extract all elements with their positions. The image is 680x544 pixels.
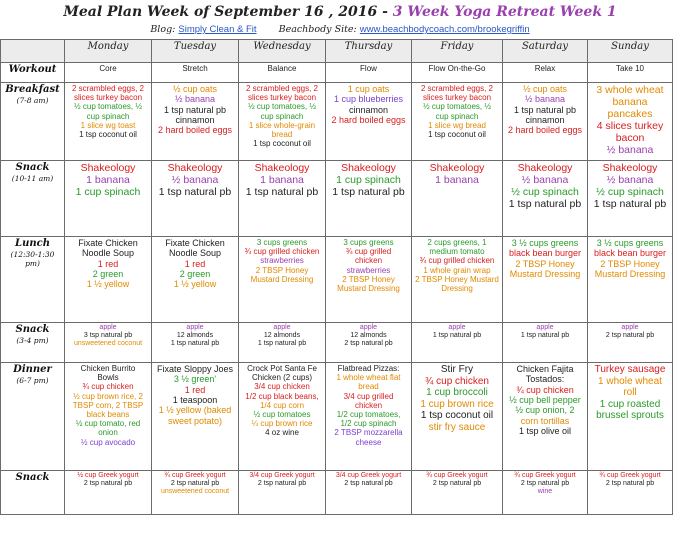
snack-cell: [412, 161, 503, 237]
food-item: ½ cup brown rice, 2: [73, 391, 143, 401]
food-item: 1 ½ yellow (baked: [158, 405, 232, 416]
food-item: 1 slice wg bread: [428, 120, 486, 130]
food-item: slices turkey bacon: [247, 93, 317, 103]
food-item: 1 slice wg toast: [80, 120, 136, 130]
day-saturday: Saturday: [503, 40, 588, 63]
dinner-cell: [152, 363, 239, 471]
food-item: cinnamon: [175, 115, 215, 126]
food-item: 2 TBSP mozzarella: [334, 428, 403, 438]
snack-cell: [152, 161, 239, 237]
food-item: 1 tsp natural pb: [520, 332, 570, 340]
food-item: black bean burger: [593, 248, 667, 259]
snack-cell: [588, 323, 673, 363]
food-item: Shakeology: [429, 162, 485, 174]
food-item: Balance: [267, 64, 297, 73]
row-snack-morning: [1, 161, 673, 237]
food-item: 2 green: [92, 269, 124, 280]
food-item: ½ cup tomatoes, ½: [73, 102, 143, 112]
blog-label: Blog:: [150, 24, 176, 35]
food-item: Core: [99, 64, 117, 73]
food-item: banana pancakes: [607, 96, 653, 121]
food-item: 2 TBSP Honey Mustard: [415, 274, 499, 284]
food-item: 2 tsp natural pb: [344, 480, 393, 488]
food-item: 1 banana: [260, 174, 304, 187]
workout-cell: [412, 63, 503, 83]
lunch-cell: [239, 237, 326, 323]
snack-cell: [503, 323, 588, 363]
food-item: 2 TBSP Honey: [515, 258, 575, 269]
food-item: cinnamon: [348, 104, 389, 115]
food-item: bread: [271, 129, 293, 139]
breakfast-cell: [152, 83, 239, 161]
food-item: 1 banana: [435, 174, 479, 187]
food-item: cup spinach: [86, 111, 130, 121]
food-item: ½ banana: [524, 94, 566, 105]
workout-cell: [503, 63, 588, 83]
dinner-cell: [588, 363, 673, 471]
food-item: Take 10: [615, 64, 645, 73]
dinner-cell: [503, 363, 588, 471]
food-item: 1/4 cup corn: [259, 400, 305, 410]
food-item: bacon: [615, 132, 645, 145]
workout-cell: [152, 63, 239, 83]
food-item: slices turkey bacon: [422, 93, 492, 103]
food-item: 2 hard boiled eggs: [157, 125, 233, 136]
food-item: 1 cup oats: [347, 84, 390, 94]
food-item: Flow On-the-Go: [428, 64, 486, 73]
food-item: unsweetened coconut: [160, 488, 230, 496]
lunch-cell: [503, 237, 588, 323]
food-item: ½ cup tomato, red: [75, 419, 141, 429]
food-item: 3/4 cup chicken: [254, 382, 310, 392]
food-item: 1 banana: [86, 174, 130, 187]
food-item: 2 scrambled eggs, 2: [71, 84, 145, 93]
food-item: 1 tsp olive oil: [518, 426, 572, 437]
food-item: 2 TBSP Honey: [342, 274, 395, 284]
row-label-lunch: Lunch (12:30-1:30 pm): [1, 237, 65, 323]
food-item: 3 ½ green': [173, 374, 217, 385]
day-wednesday: Wednesday: [239, 40, 326, 63]
food-item: 3 tsp natural pb: [83, 332, 133, 340]
food-item: 1 tsp natural pb: [245, 186, 319, 199]
lunch-cell: [152, 237, 239, 323]
food-item: bread: [358, 382, 379, 392]
day-tuesday: Tuesday: [152, 40, 239, 63]
day-sunday: Sunday: [588, 40, 673, 63]
breakfast-cell: [588, 83, 673, 161]
food-item: black bean burger: [508, 248, 582, 259]
food-item: 2 cups greens, 1: [427, 238, 487, 247]
food-item: 2 TBSP Honey: [600, 258, 660, 269]
food-item: 1 tsp natural pb: [593, 198, 667, 211]
food-item: Shakeology: [517, 162, 573, 174]
food-item: Mustard Dressing: [509, 269, 581, 280]
food-item: 1 cup spinach: [75, 186, 141, 199]
food-item: strawberries: [346, 265, 391, 275]
food-item: ¼ cup brown rice: [251, 419, 313, 429]
title-accent: 3 Week Yoga Retreat Week 1: [392, 4, 617, 20]
food-item: 2 tsp natural pb: [605, 332, 655, 340]
food-item: ¾ cup Greek yogurt: [164, 472, 226, 479]
food-item: ½ cup onion, 2: [515, 405, 575, 416]
row-breakfast: [1, 83, 673, 161]
food-item: 2 tsp natural pb: [257, 480, 307, 488]
food-item: 1 cup roasted: [599, 398, 661, 410]
food-item: cup spinach: [435, 111, 479, 121]
corner-cell: [1, 40, 65, 63]
food-item: ½ cup oats: [172, 84, 218, 94]
food-item: 2 scrambled eggs, 2: [420, 84, 494, 93]
food-item: ¾ cup Greek yogurt: [426, 472, 488, 479]
food-item: 1 tsp coconut oil: [428, 129, 486, 139]
snack-cell: [326, 161, 412, 237]
food-item: TBSP corn, 2 TBSP: [72, 400, 144, 410]
dinner-cell: [412, 363, 503, 471]
food-item: 1 red: [184, 384, 206, 395]
dinner-cell: [65, 363, 152, 471]
row-label-snack: Snack (3-4 pm): [1, 323, 65, 363]
food-item: Shakeology: [602, 162, 658, 174]
breakfast-cell: [412, 83, 503, 161]
food-item: Fixate Chicken: [78, 238, 138, 248]
food-item: Noodle Soup: [168, 248, 222, 259]
food-item: Shakeology: [341, 162, 396, 174]
day-monday: Monday: [65, 40, 152, 63]
row-dinner: [1, 363, 673, 471]
food-item: Chicken Burrito: [80, 364, 136, 373]
food-item: 1 tsp coconut oil: [253, 139, 311, 149]
workout-cell: [326, 63, 412, 83]
food-item: 1 red: [97, 258, 119, 269]
page-title: [0, 4, 680, 20]
breakfast-cell: [239, 83, 326, 161]
food-item: ¾ cup grilled chicken: [419, 256, 495, 266]
food-item: black beans: [86, 409, 130, 419]
food-item: Shakeology: [80, 162, 136, 174]
snack-cell: [65, 323, 152, 363]
lunch-cell: [326, 237, 412, 323]
food-item: ½ banana: [606, 174, 654, 187]
food-item: 1 ½ yellow: [86, 279, 130, 290]
food-item: 2 green: [179, 269, 211, 280]
food-item: 2 tsp natural pb: [432, 480, 482, 488]
food-item: 1/2 cup tomatoes,: [336, 409, 401, 419]
food-item: cup spinach: [260, 111, 304, 121]
row-snack-afternoon: [1, 323, 673, 363]
lunch-cell: [65, 237, 152, 323]
food-item: apple: [273, 324, 291, 331]
food-item: ¾ cup chicken: [516, 384, 574, 395]
workout-cell: [65, 63, 152, 83]
food-item: Flatbread Pizzas:: [337, 364, 400, 373]
breakfast-cell: [503, 83, 588, 161]
day-friday: Friday: [412, 40, 503, 63]
food-item: medium tomato: [429, 247, 485, 257]
food-item: 2 scrambled eggs, 2: [245, 84, 319, 93]
food-item: 1 tsp coconut oil: [79, 129, 137, 139]
food-item: onion: [98, 428, 118, 438]
food-item: Mustard Dressing: [250, 274, 314, 284]
food-item: Shakeology: [254, 162, 310, 174]
food-item: ½ cup tomatoes: [253, 409, 311, 419]
food-item: 1 whole grain wrap: [423, 265, 491, 275]
food-item: ¾ cup Greek yogurt: [514, 472, 576, 479]
food-item: ½ cup avocado: [80, 437, 136, 447]
food-item: Dressing: [441, 283, 473, 293]
snack-cell: [326, 471, 412, 515]
food-item: ½ cup tomatoes, ½: [422, 102, 492, 112]
food-item: chicken: [354, 400, 383, 410]
food-item: ½ cup Greek yogurt: [77, 472, 139, 479]
food-item: 1/2 cup black beans,: [245, 391, 319, 401]
food-item: stir fry sauce: [428, 421, 486, 433]
food-item: cheese: [355, 437, 382, 447]
food-item: 1 cup broccoli: [426, 387, 488, 398]
food-item: 1 cup spinach: [336, 174, 401, 187]
food-item: 4 slices turkey: [596, 120, 664, 133]
food-item: 1 tsp natural pb: [432, 332, 482, 340]
food-item: 2 TBSP Honey: [255, 265, 309, 275]
food-item: sweet potato): [167, 415, 223, 426]
food-item: ½ cup spinach: [596, 186, 664, 199]
food-item: Mustard Dressing: [337, 283, 400, 293]
food-item: ½ cup tomatoes, ½: [247, 102, 317, 112]
food-item: ½ cup oats: [522, 84, 568, 94]
food-item: Fixate Sloppy Joes: [156, 364, 234, 374]
row-label-dinner: Dinner (6-7 pm): [1, 363, 65, 471]
food-item: 2 tsp natural pb: [344, 340, 393, 348]
food-item: ½ banana: [171, 174, 219, 187]
food-item: 2 tsp natural pb: [170, 480, 220, 488]
snack-cell: [65, 161, 152, 237]
row-label-workout: Workout: [1, 63, 65, 83]
food-item: Tostados:: [525, 374, 565, 385]
food-item: ¾ cup grilled chicken: [244, 247, 320, 257]
dinner-cell: [239, 363, 326, 471]
food-item: 3 ½ cups greens: [596, 238, 664, 248]
food-item: corn tortillas: [520, 415, 570, 426]
food-item: 3 whole wheat: [596, 84, 664, 96]
food-item: 1 cup brown rice: [420, 398, 494, 410]
food-item: 1 tsp coconut oil: [420, 410, 494, 421]
food-item: 3 cups greens: [343, 238, 394, 247]
food-item: Flow: [360, 64, 377, 73]
food-item: Bowls: [97, 373, 119, 383]
snack-cell: [65, 471, 152, 515]
snack-cell: [412, 471, 503, 515]
food-item: 1 tsp natural pb: [508, 198, 582, 211]
food-item: ½ cup bell pepper: [509, 395, 581, 406]
dinner-cell: [326, 363, 412, 471]
snack-cell: [503, 471, 588, 515]
food-item: cinnamon: [525, 115, 565, 126]
food-item: apple: [99, 324, 117, 331]
food-item: Turkey sausage: [594, 364, 666, 375]
food-item: Chicken Fajita: [516, 364, 574, 374]
food-item: 1 ½ yellow: [173, 279, 217, 290]
row-label-snack: Snack: [1, 471, 65, 515]
food-item: ¾ cup chicken: [82, 382, 134, 392]
row-snack-evening: [1, 471, 673, 515]
food-item: 3/4 cup Greek yogurt: [335, 472, 402, 479]
food-item: 3/4 cup Greek yogurt: [249, 472, 315, 479]
food-item: 1 slice whole-grain: [248, 120, 316, 130]
food-item: 12 almonds: [350, 332, 387, 340]
food-item: 12 almonds: [176, 332, 214, 340]
food-item: 1 tsp natural pb: [257, 340, 307, 348]
food-item: Chicken (2 cups): [251, 373, 313, 383]
food-item: 1 tsp natural pb: [158, 186, 232, 199]
food-item: slices turkey bacon: [73, 93, 143, 103]
food-item: brussel sprouts: [596, 410, 664, 421]
subtitle: [0, 24, 680, 35]
snack-cell: [326, 323, 412, 363]
food-item: ½ banana: [521, 174, 569, 187]
meal-plan-table: [0, 39, 673, 515]
blog-link[interactable]: Simply Clean & Fit: [178, 24, 257, 35]
snack-cell: [239, 323, 326, 363]
food-item: ½ banana: [606, 144, 654, 157]
food-item: 2 hard boiled eggs: [507, 125, 583, 136]
food-item: Fixate Chicken: [165, 238, 225, 248]
food-item: 3 ½ cups greens: [511, 238, 579, 248]
food-item: ¾ cup chicken: [425, 375, 489, 387]
food-item: Crock Pot Santa Fe: [247, 364, 317, 373]
food-item: wine: [537, 488, 553, 496]
row-label-snack: Snack (10-11 am): [1, 161, 65, 237]
breakfast-cell: [65, 83, 152, 161]
food-item: ½ banana: [174, 94, 216, 105]
food-item: ½ cup spinach: [511, 186, 579, 199]
food-item: apple: [448, 324, 466, 331]
food-item: Shakeology: [167, 162, 223, 174]
food-item: apple: [186, 324, 204, 331]
food-item: Mustard Dressing: [594, 269, 666, 280]
lunch-cell: [588, 237, 673, 323]
food-item: 1 tsp natural pb: [332, 186, 405, 199]
food-item: ¾ cup grilled: [345, 247, 392, 257]
food-item: 1 teaspoon: [172, 395, 218, 406]
food-item: Stretch: [182, 64, 208, 73]
snack-cell: [152, 471, 239, 515]
workout-cell: [588, 63, 673, 83]
food-item: 2 tsp natural pb: [83, 480, 133, 488]
snack-cell: [239, 161, 326, 237]
food-item: 2 tsp natural pb: [520, 480, 570, 488]
food-item: 2 hard boiled eggs: [331, 115, 406, 126]
title-main: Meal Plan Week of September 16 , 2016 -: [63, 4, 393, 20]
breakfast-cell: [326, 83, 412, 161]
food-item: apple: [621, 324, 639, 331]
site-label: Beachbody Site:: [278, 24, 357, 35]
food-item: strawberries: [260, 256, 304, 266]
snack-cell: [412, 323, 503, 363]
food-item: 3/4 cup grilled: [343, 391, 394, 401]
snack-cell: [588, 161, 673, 237]
food-item: Noodle Soup: [81, 248, 135, 259]
snack-cell: [239, 471, 326, 515]
lunch-cell: [412, 237, 503, 323]
food-item: Relax: [534, 64, 556, 73]
food-item: ¾ cup Greek yogurt: [599, 472, 661, 479]
food-item: 1 tsp natural pb: [513, 104, 577, 115]
food-item: 1 whole wheat roll: [598, 375, 662, 398]
day-thursday: Thursday: [326, 40, 412, 63]
food-item: 12 almonds: [263, 332, 301, 340]
food-item: 1 tsp natural pb: [170, 340, 220, 348]
food-item: apple: [359, 324, 378, 331]
row-label-breakfast: Breakfast (7-8 am): [1, 83, 65, 161]
snack-cell: [588, 471, 673, 515]
site-link[interactable]: www.beachbodycoach.com/brookegriffin: [359, 24, 530, 35]
food-item: apple: [536, 324, 554, 331]
workout-cell: [239, 63, 326, 83]
food-item: 1/2 cup spinach: [340, 419, 397, 429]
food-item: 2 tsp natural pb: [605, 480, 655, 488]
snack-cell: [503, 161, 588, 237]
row-workout: [1, 63, 673, 83]
food-item: 4 oz wine: [265, 428, 299, 438]
row-lunch: [1, 237, 673, 323]
food-item: chicken: [354, 256, 383, 266]
food-item: unsweetened coconut: [73, 340, 143, 348]
food-item: 1 cup blueberries: [333, 94, 404, 105]
food-item: 1 tsp natural pb: [163, 104, 227, 115]
food-item: Stir Fry: [440, 364, 474, 375]
food-item: 1 whole wheat flat: [336, 373, 401, 383]
snack-cell: [152, 323, 239, 363]
food-item: 1 red: [184, 258, 206, 269]
food-item: 3 cups greens: [256, 238, 308, 247]
